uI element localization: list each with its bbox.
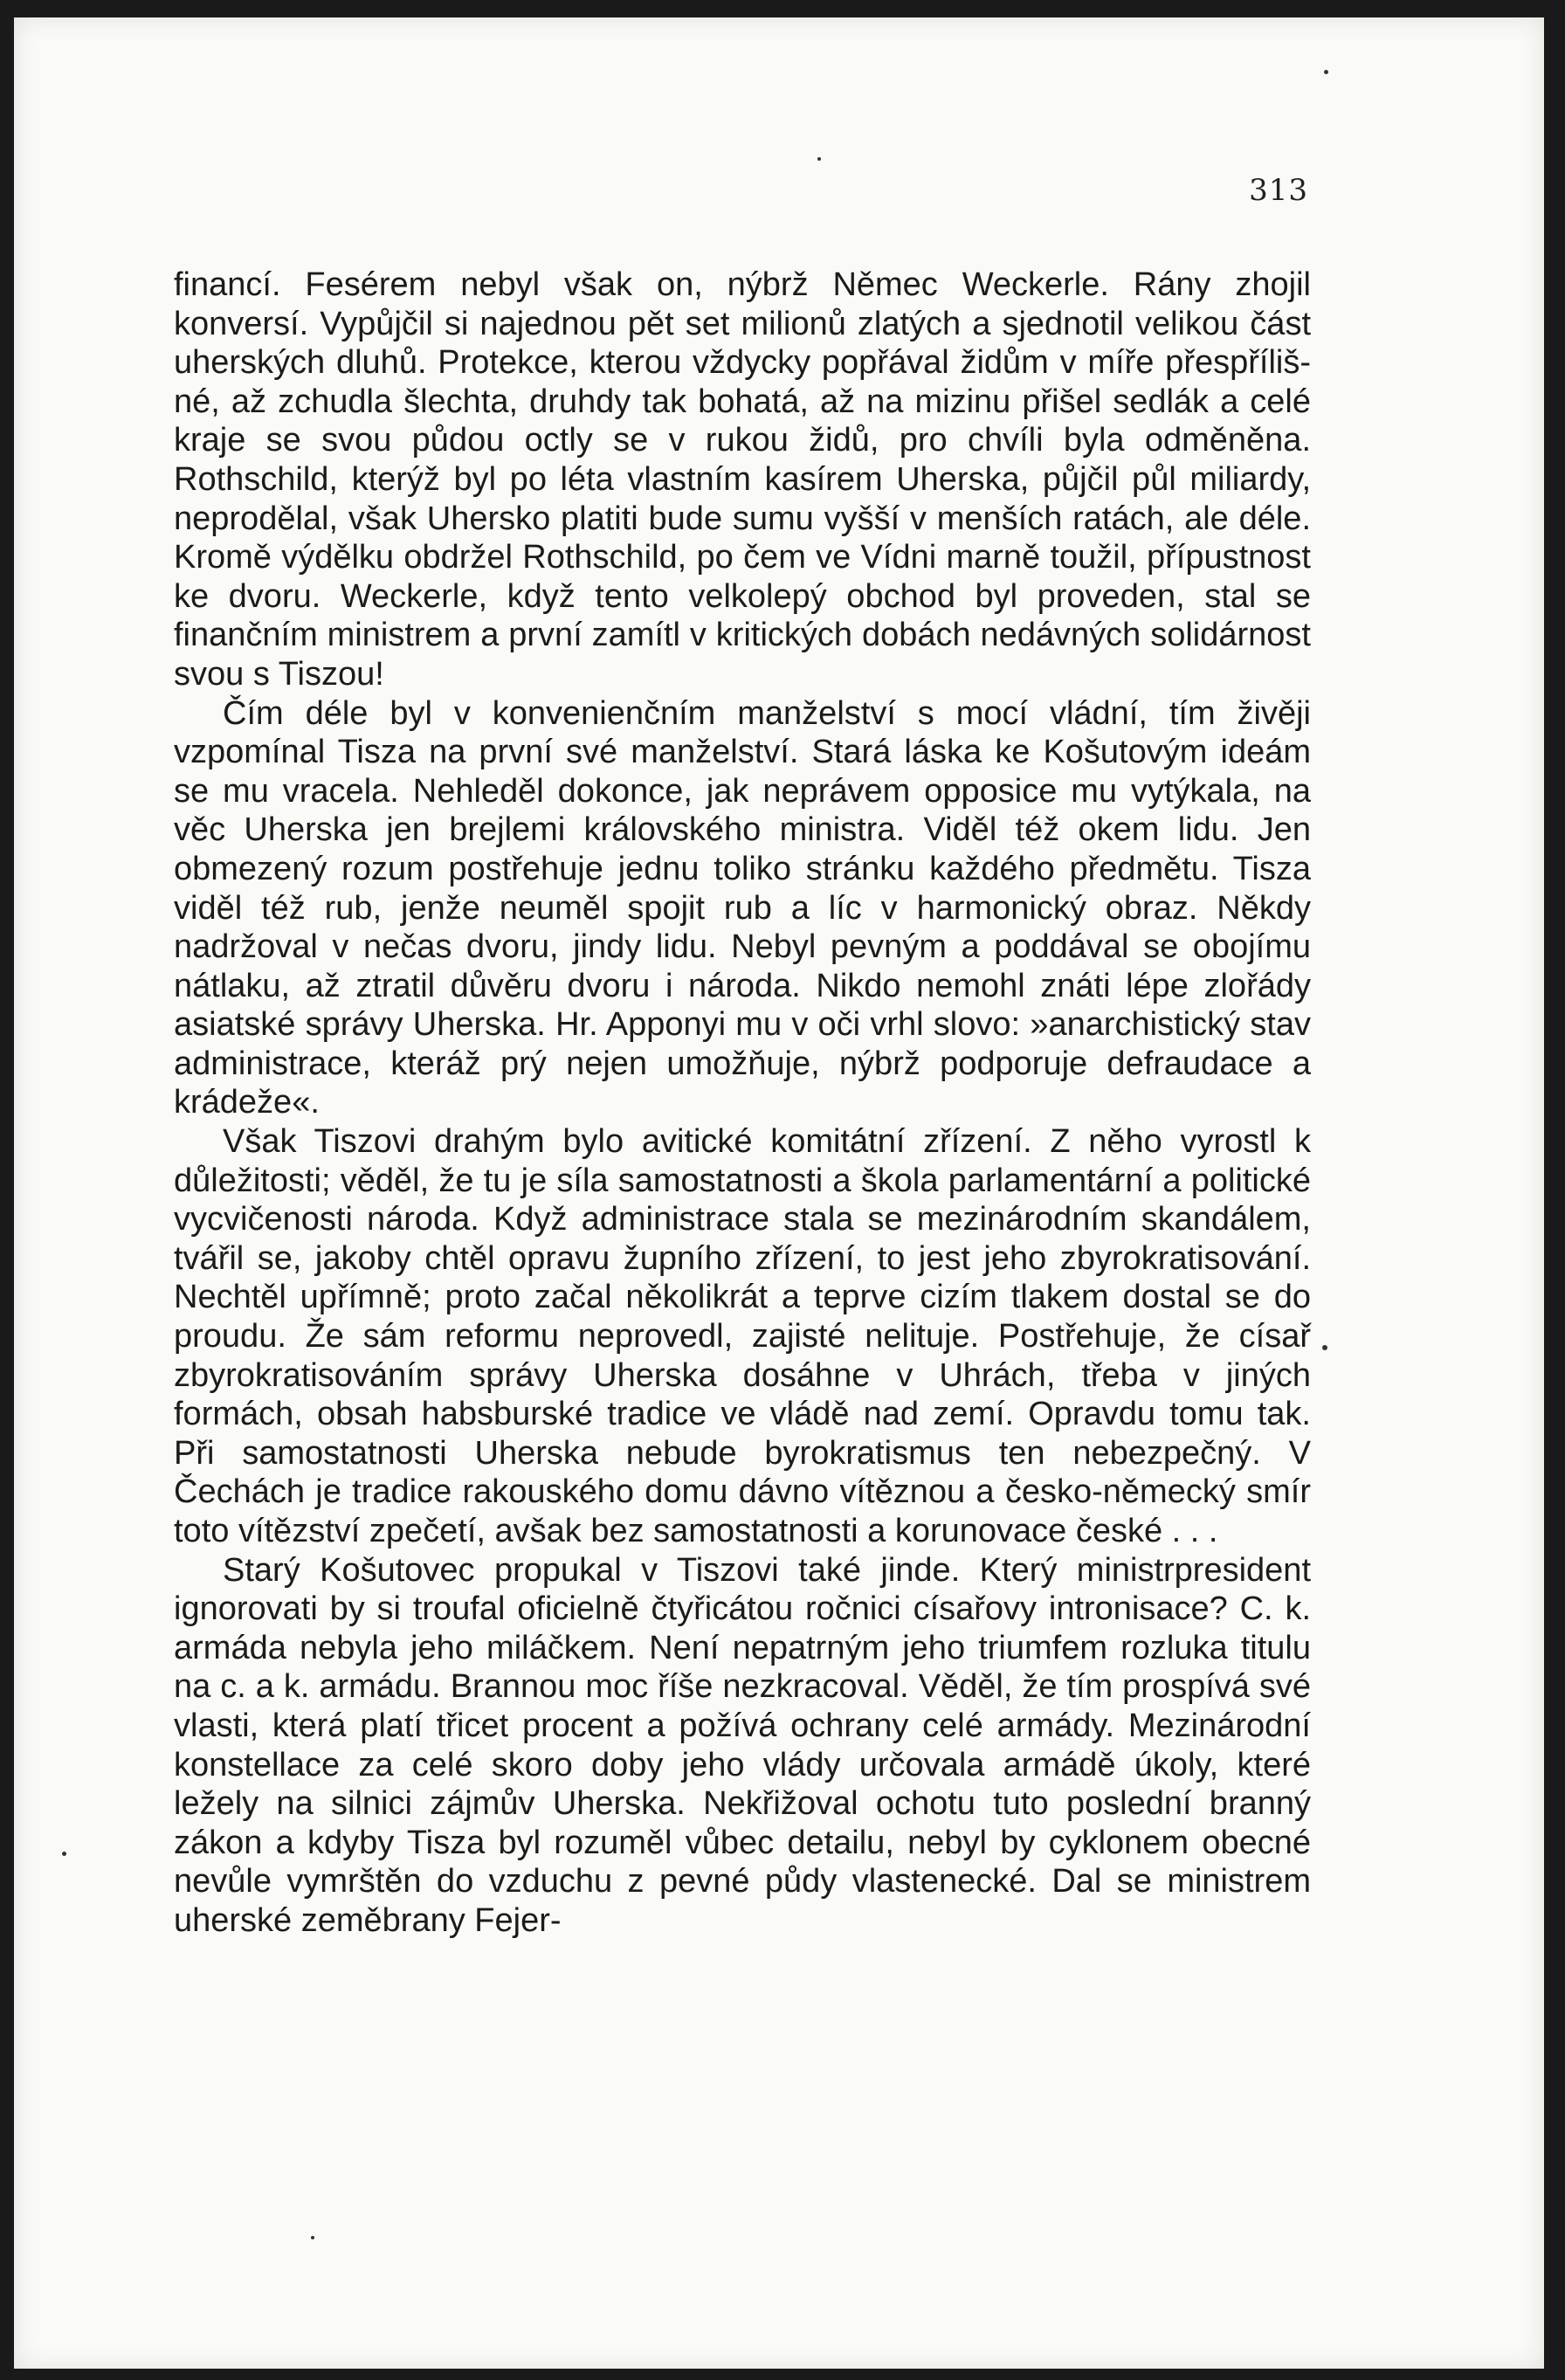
paragraph-2: Čím déle byl v konvenienčním manželství s mocí vládní, tím živěji vzpomínal Tisza na první své manželství. Stará láska ke Košutovým ideám se mu vracela. Nehleděl dokonce, jak neprávem opposice mu vytýkala, na věc Uherska jen brejlemi královského ministra. Viděl též okem lidu. Jen obmezený rozum postřehuje jednu toliko stránku každého předmětu. Tisza viděl též rub, jenže neuměl spojit rub a líc v harmonický obraz. Někdy nadržoval v nečas dvoru, jindy lidu. Nebyl pevným a poddával se obojímu nátlaku, až ztratil důvěru dvoru i národa. Nikdo nemohl znáti lépe zlořády asiatské správy Uherska. Hr. Apponyi mu v oči vrhl slovo: »anarchistický stav administrace, kteráž prý nejen umožňuje, nýbrž podporuje defraudace a krádeže«. bbox=[174, 694, 1311, 1121]
print-speck bbox=[1324, 70, 1328, 74]
body-text bbox=[174, 266, 1311, 1941]
print-speck bbox=[1322, 1345, 1327, 1350]
print-speck bbox=[817, 157, 821, 161]
page-number: 313 bbox=[1249, 173, 1308, 208]
print-speck bbox=[62, 1852, 66, 1856]
print-speck bbox=[311, 2236, 314, 2239]
book-page bbox=[14, 17, 1544, 2369]
paragraph-3: Však Tiszovi drahým bylo avitické komitátní zřízení. Z něho vyrostl k důležitosti; věděl, že tu je síla samostatnosti a škola parlamentární a politické vycvičenosti národa. Když administrace stala se mezinárodním skandálem, tvářil se, jakoby chtěl opravu župního zřízení, to jest jeho zbyrokratisování. Nechtěl upřímně; proto začal několikrát a teprve cizím tlakem dostal se do proudu. Že sám reformu neprovedl, zajisté nelituje. Postřehuje, že císař zbyrokratisováním správy Uherska dosáhne v Uhrách, třeba v jiných formách, obsah habsburské tradice ve vládě nad zemí. Opravdu tomu tak. Při samostatnosti Uherska nebude byrokratismus ten nebezpečný. V Čechách je tradice rakouského domu dávno vítěznou a česko-německý smír toto vítězství zpečetí, avšak bez samostatnosti a korunovace české . . . bbox=[174, 1123, 1311, 1549]
paragraph-1: financí. Fesérem nebyl však on, nýbrž Němec Weckerle. Rány zhojil konversí. Vypůjčil si najednou pět set milionů zlatých a sjednotil velikou část uherských dluhů. Protekce, kterou vždycky popřával židům v míře přespřílišné, až zchudla šlechta, druhdy tak bohatá, až na mizinu přišel sedlák a celé kraje se svou půdou octly se v rukou židů, pro chvíli byla odměněna. Rothschild, kterýž byl po léta vlastním kasírem Uherska, půjčil půl miliardy, neprodělal, však Uhersko platiti bude sumu vyšší v menších ratách, ale déle. Kromě výdělku obdržel Rothschild, po čem ve Vídni marně toužil, přípustnost ke dvoru. Weckerle, když tento velkolepý obchod byl proveden, stal se finančním ministrem a první zamítl v kritických dobách nedávných solidárnost svou s Tiszou! bbox=[174, 266, 1311, 693]
paragraph-4: Starý Košutovec propukal v Tiszovi také jinde. Který ministrpresident ignorovati by si troufal oficielně čtyřicátou ročnici císařovy intronisace? C. k. armáda nebyla jeho miláčkem. Není nepatrným jeho triumfem rozluka titulu na c. a k. armádu. Brannou moc říše nezkracoval. Věděl, že tím prospívá své vlasti, která platí třicet procent a požívá ochrany celé armády. Mezinárodní konstellace za celé skoro doby jeho vlády určovala armádě úkoly, které ležely na silnici zájmův Uherska. Nekřižoval ochotu tuto poslední branný zákon a kdyby Tisza byl rozuměl vůbec detailu, nebyl by cyklonem obecné nevůle vymrštěn do vzduchu z pevné půdy vlastenecké. Dal se ministrem uherské zeměbrany Fejer- bbox=[174, 1551, 1311, 1939]
